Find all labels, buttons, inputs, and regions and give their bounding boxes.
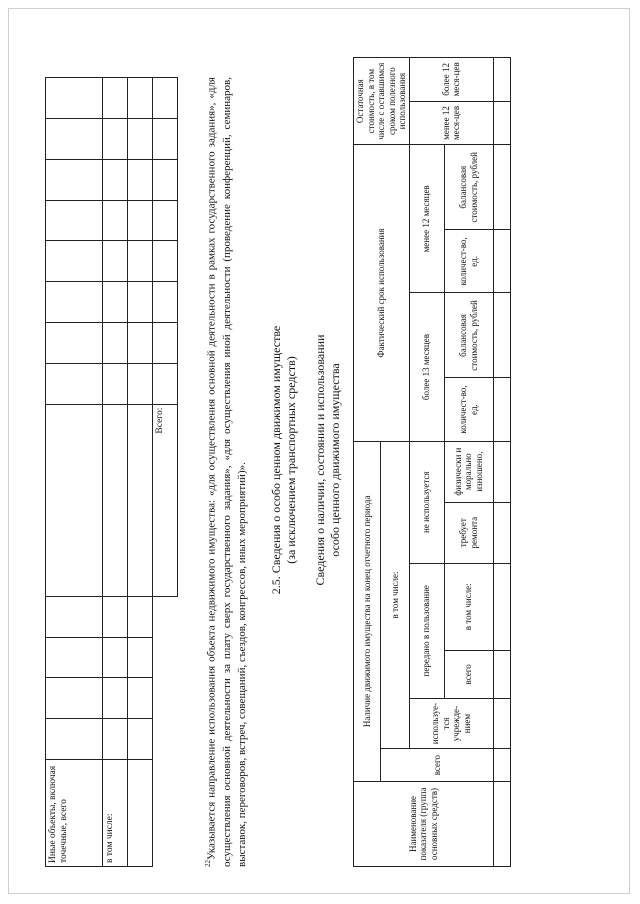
col-header-more13: более 13 месяцев xyxy=(409,293,444,441)
col-header-less12: менее 12 месяцев xyxy=(409,145,444,293)
col-header-qty2: количест-во, ед. xyxy=(444,230,493,293)
col-header-qty1: количест-во, ед. xyxy=(444,378,493,441)
movable-property-table xyxy=(353,57,511,867)
table-row xyxy=(103,78,128,867)
section-title: 2.5. Сведения о особо ценном движимом имуществе (за исключением транспортных средств) xyxy=(269,325,298,595)
col-header-used: используе-тся учрежде-нием xyxy=(409,698,493,749)
col-header-tr-total: всего xyxy=(444,650,493,698)
col-header-presence: Наличие движимого имущества на конец отчетного периода xyxy=(354,441,381,781)
col-header-not-used: не используется xyxy=(409,441,444,563)
table-header-row xyxy=(354,58,381,867)
footnote xyxy=(201,77,250,867)
section-subtitle: Сведения о наличии, состоянии и использовании особо ценного движимого имущества xyxy=(313,334,342,586)
real-estate-table-continuation xyxy=(45,77,178,867)
col-header-bal1: балансовая стоимость, рублей xyxy=(444,293,493,378)
col-header-more12m: более 12 меся-цев xyxy=(409,58,493,102)
col-header-transferred: передано в пользование xyxy=(409,563,444,698)
table-row xyxy=(46,78,103,867)
table-header-row xyxy=(409,58,444,867)
col-header-including: в том числе: xyxy=(381,441,410,749)
col-header-total: всего xyxy=(381,749,494,782)
col-header-residual: Остаточная стоимость, в том числе с оставшимся сроком полезного использования xyxy=(354,58,410,145)
col-header-less12m: менее 12 меся-цев xyxy=(409,101,493,145)
row-label-including: в том числе: xyxy=(103,760,128,867)
rotated-page-content xyxy=(25,25,625,895)
document-page xyxy=(8,8,630,894)
total-label: Всего: xyxy=(153,404,178,596)
footnote-text: Указывается направление использования объекта недвижимого имущества: «для осуществления основной деятельности в рамках государственного задания», «для осуществления основной деятельности за плату сверх государственного задания», «для осуществления иной деятельности (проведение конференций, семинаров, выставок, переговоров, встреч, совещаний, съездов, конгрессов, иных мероприятий)». xyxy=(205,77,248,867)
table-row xyxy=(128,78,153,867)
col-header-tr-incl: в том числе: xyxy=(444,563,493,650)
col-header-needs-repair: требует ремонта xyxy=(444,502,493,563)
table-row xyxy=(153,78,178,867)
col-header-bal2: балансовая стоимость, рублей xyxy=(444,145,493,230)
col-header-name: Наименование показателя (группа основных средств) xyxy=(354,782,494,867)
row-label-other-objects: Иные объекты, включая точечные, всего xyxy=(46,760,103,867)
col-header-actual-term: Фактический срок использования xyxy=(354,145,410,441)
footnote-marker: 22 xyxy=(204,860,212,867)
col-header-worn: физически и морально изношено, xyxy=(444,441,493,502)
table-row xyxy=(493,58,510,867)
